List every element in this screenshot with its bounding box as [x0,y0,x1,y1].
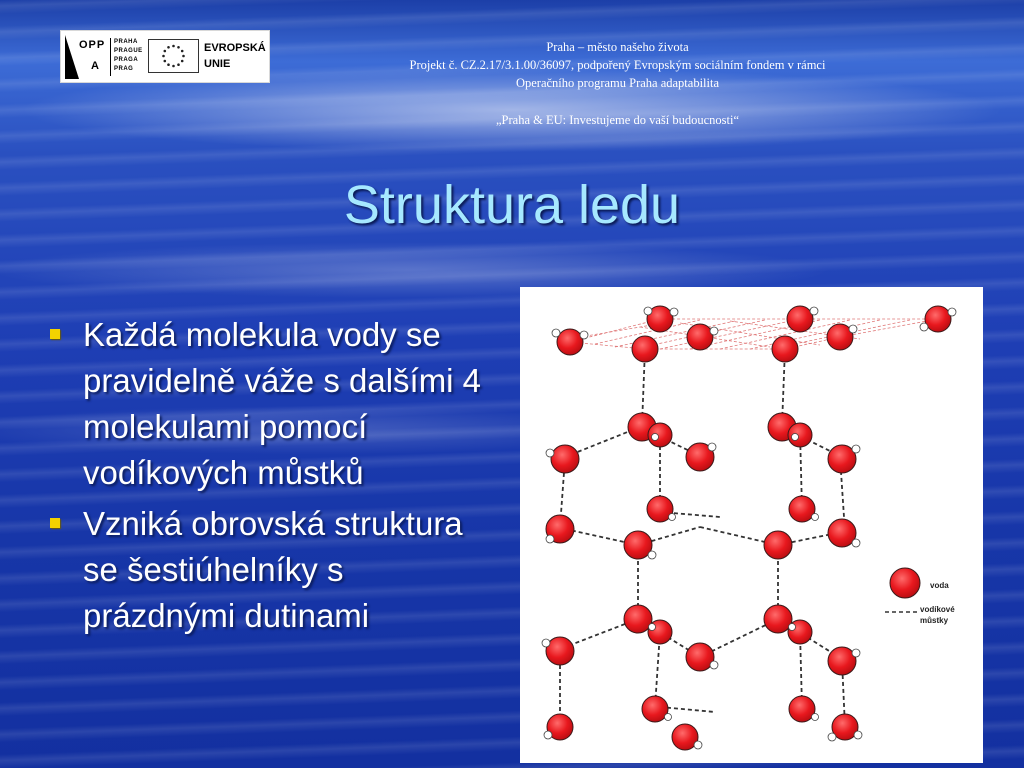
eu-logo-text [204,40,266,72]
hydrogen-atoms [542,307,956,749]
project-line: Projekt č. CZ.2.17/3.1.00/36097, podpořený Evropským sociálním fondem v rámci [409,58,826,72]
opp-logo-text: OPP [79,39,106,51]
praha-logo [110,38,145,76]
legend-bridges-label-2: můstky [920,616,949,625]
figure-legend [885,568,955,625]
project-line: Praha – město našeho života [546,40,689,54]
project-slogan: „Praha & EU: Investujeme do vaší budoucnosti“ [496,113,739,127]
square-bullet-icon [50,518,60,528]
bullet-list [45,312,485,644]
ice-lattice-diagram [520,287,983,763]
opp-praha-eu-logo [60,30,270,83]
opp-logo [65,35,105,77]
legend-bridges-label: vodíkové [920,605,955,614]
bullet-item [45,501,485,639]
opp-triangle-mark [65,35,79,79]
legend-water-label: voda [930,581,949,590]
praha-logo-line: PRAG [114,66,134,72]
project-info [340,38,895,129]
praha-logo-line: PRAGUE [114,48,143,54]
bullet-item [45,312,485,496]
eu-logo-line: EVROPSKÁ [204,42,266,54]
eu-flag-icon [148,39,199,73]
eu-logo-line: UNIE [204,58,231,70]
water-molecules [546,306,951,750]
praha-logo-line: PRAGA [114,57,139,63]
slide-title: Struktura ledu [343,175,681,235]
opp-logo-text-2: A [91,60,99,72]
top-plane-lines [570,319,938,349]
legend-water-icon [890,568,920,598]
bullet-text: Vzniká obrovská struktura se šestiúhelníky s prázdnými dutinami [83,505,463,634]
square-bullet-icon [50,329,60,339]
ice-structure-figure [520,287,983,763]
project-line: Operačního programu Praha adaptabilita [515,76,720,90]
bullet-text: Každá molekula vody se pravidelně váže s dalšími 4 molekulami pomocí vodíkových můstků [83,316,482,491]
praha-logo-line: PRAHA [114,39,138,45]
